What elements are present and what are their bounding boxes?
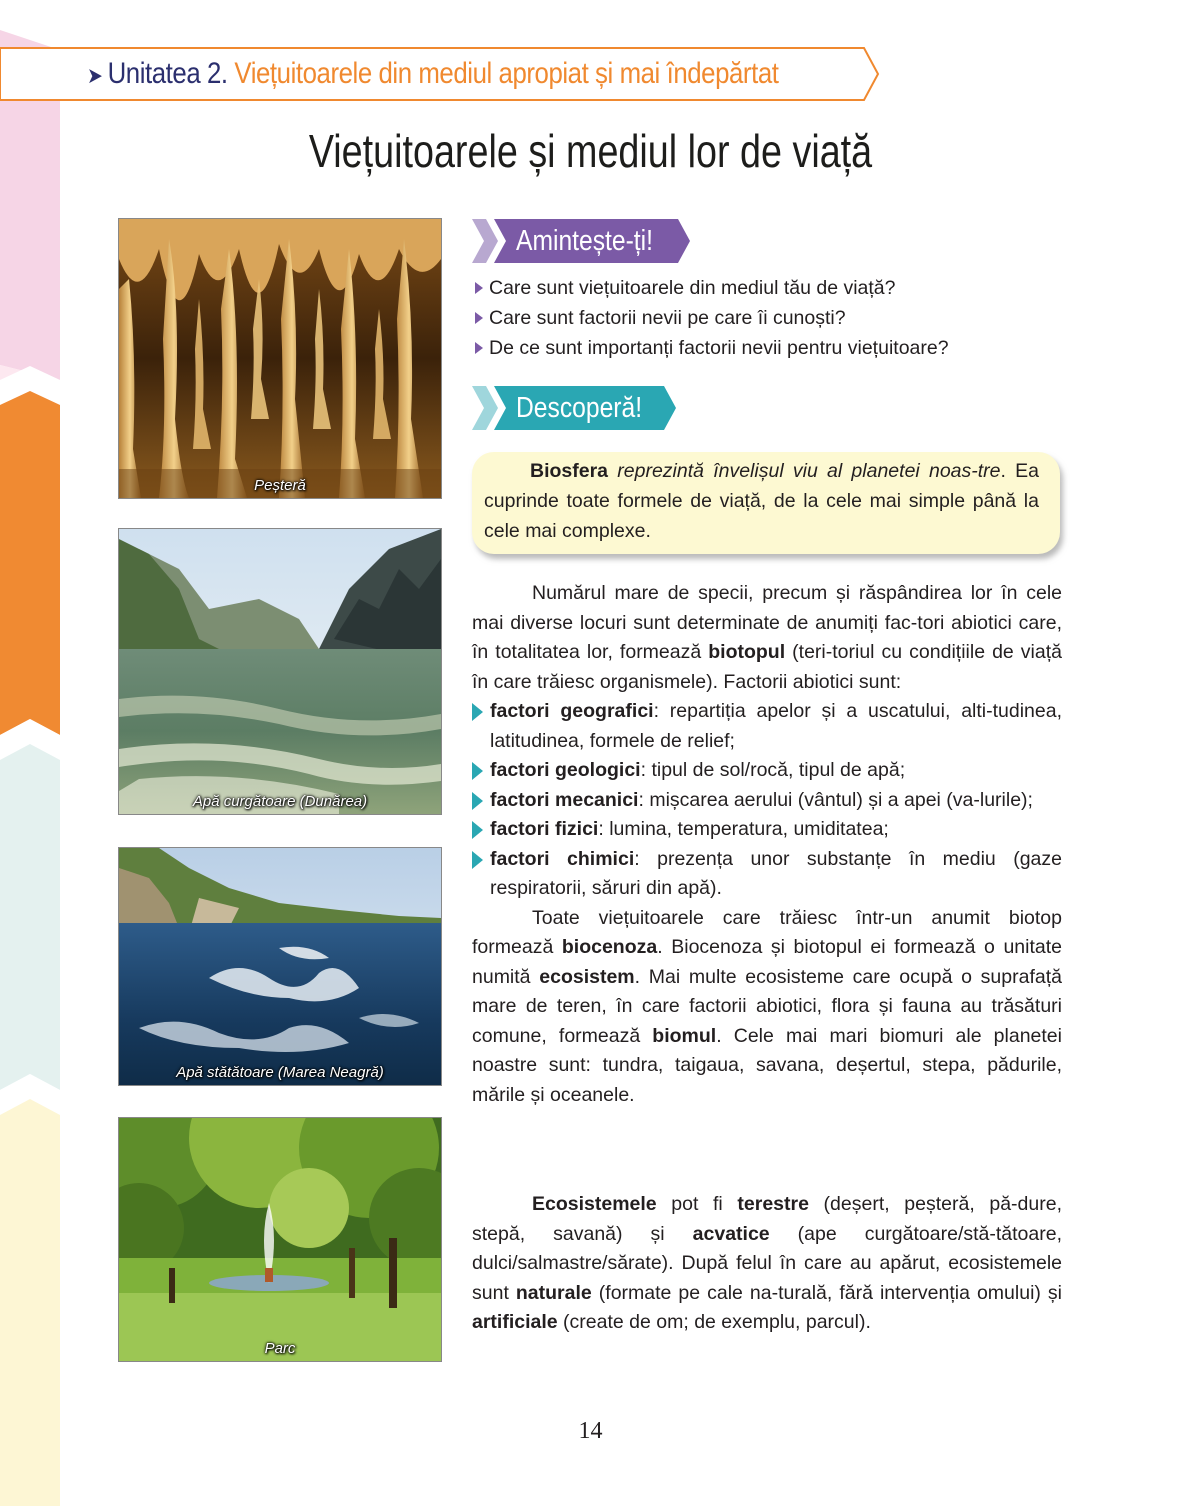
unit-number: Unitatea 2. [107,57,228,90]
photo-caption: Apă stătătoare (Marea Neagră) [176,1064,384,1081]
triangle-bullet-icon [472,792,483,810]
list-item: factori chimici: prezența unor substanțe în mediu (gaze respiratorii, săruri din apă). [472,845,1062,904]
list-item: factori mecanici: mișcarea aerului (vântul) și a apei (va-lurile); [472,786,1062,816]
definition-text: Biosfera reprezintă învelișul viu al planetei noas-tre. Ea cuprinde toate formele de viață, de la cele mai simple până la cele mai complexe. [484,460,1040,542]
park-image [119,1118,441,1361]
chevron-ribbon [0,0,60,1506]
list-item: factori fizici: lumina, temperatura, umiditatea; [472,815,1062,845]
photo-caption: Apă curgătoare (Dunărea) [192,793,368,810]
page-title: Viețuitoarele și mediul lor de viață [308,125,873,177]
paragraph-ecosisteme: Ecosistemele pot fi terestre (deșert, peșteră, pă-dure, stepă, savană) și acvatice (ape curgătoare/stă-tătoare, dulci/salmastre/sărate). După felul în care au apărut, ecosistemele sunt naturale (formate pe cale na-turală, fără intervenția omului) și artificiale (create de om; de exemplu, parcul). [472,1193,1062,1333]
photo-caption: Parc [264,1340,296,1357]
bullet-icon [475,342,483,354]
arrow-icon: ➤ [87,63,103,88]
list-item: Care sunt factorii nevii pe care îi cunoști? [475,303,949,333]
definition-italic: reprezintă învelișul viu al planetei noas-tre [617,460,1001,482]
photo-park [118,1117,442,1362]
photo-cave [118,218,442,499]
paragraph-biocenoza: Toate viețuitoarele care trăiesc într-un anumit biotop formează biocenoza. Biocenoza și biotopul ei formează o unitate numită ecosistem. Mai multe ecosisteme care ocupă o suprafață mare de teren, în care factorii abiotici, flora și fauna au trăsături comune, formează biomul. Cele mai mari biomuri ale planetei noastre sunt: tundra, taigaua, savana, deșertul, stepa, pădurile, mările și oceanele. [472,906,1063,1106]
question-list [475,273,949,363]
bullet-icon [475,282,483,294]
discover-banner [472,386,678,430]
paragraph-biotop: Numărul mare de specii, precum și răspândirea lor în cele mai diverse locuri sunt determinate de anumiți fac-tori abiotici care, în totalitatea lor, formează biotopul (teri-toriul cu condițiile de viață în care trăiesc organismele). Factorii abiotici sunt: [472,582,1062,693]
photo-river [118,528,442,815]
factor-list [472,697,1062,904]
triangle-bullet-icon [472,821,483,839]
definition-term: Biosfera [530,460,609,482]
river-image [119,529,441,814]
list-item: De ce sunt importanți factorii nevii pentru viețuitoare? [475,333,949,363]
list-item: factori geologici: tipul de sol/rocă, tipul de apă; [472,756,1062,786]
page-number: 14 [578,1418,603,1444]
remember-heading: Amintește-ți! [516,225,653,257]
remember-banner [472,219,692,263]
main-text [472,579,1062,1110]
discover-heading: Descoperă! [516,392,643,424]
unit-subject: Viețuitoarele din mediul apropiat și mai îndepărtat [234,57,779,90]
ecosystem-text [472,1190,1062,1338]
sea-image [119,848,441,1085]
photo-caption: Peșteră [254,477,306,494]
triangle-bullet-icon [472,851,483,869]
list-item: Care sunt viețuitoarele din mediul tău de viață? [475,273,949,303]
triangle-bullet-icon [472,762,483,780]
unit-header [87,52,778,96]
list-item: factori geografici: repartiția apelor și a uscatului, alti-tudinea, latitudinea, formele de relief; [472,697,1062,756]
triangle-bullet-icon [472,703,483,721]
photo-sea [118,847,442,1086]
cave-image [119,219,441,498]
bullet-icon [475,312,483,324]
